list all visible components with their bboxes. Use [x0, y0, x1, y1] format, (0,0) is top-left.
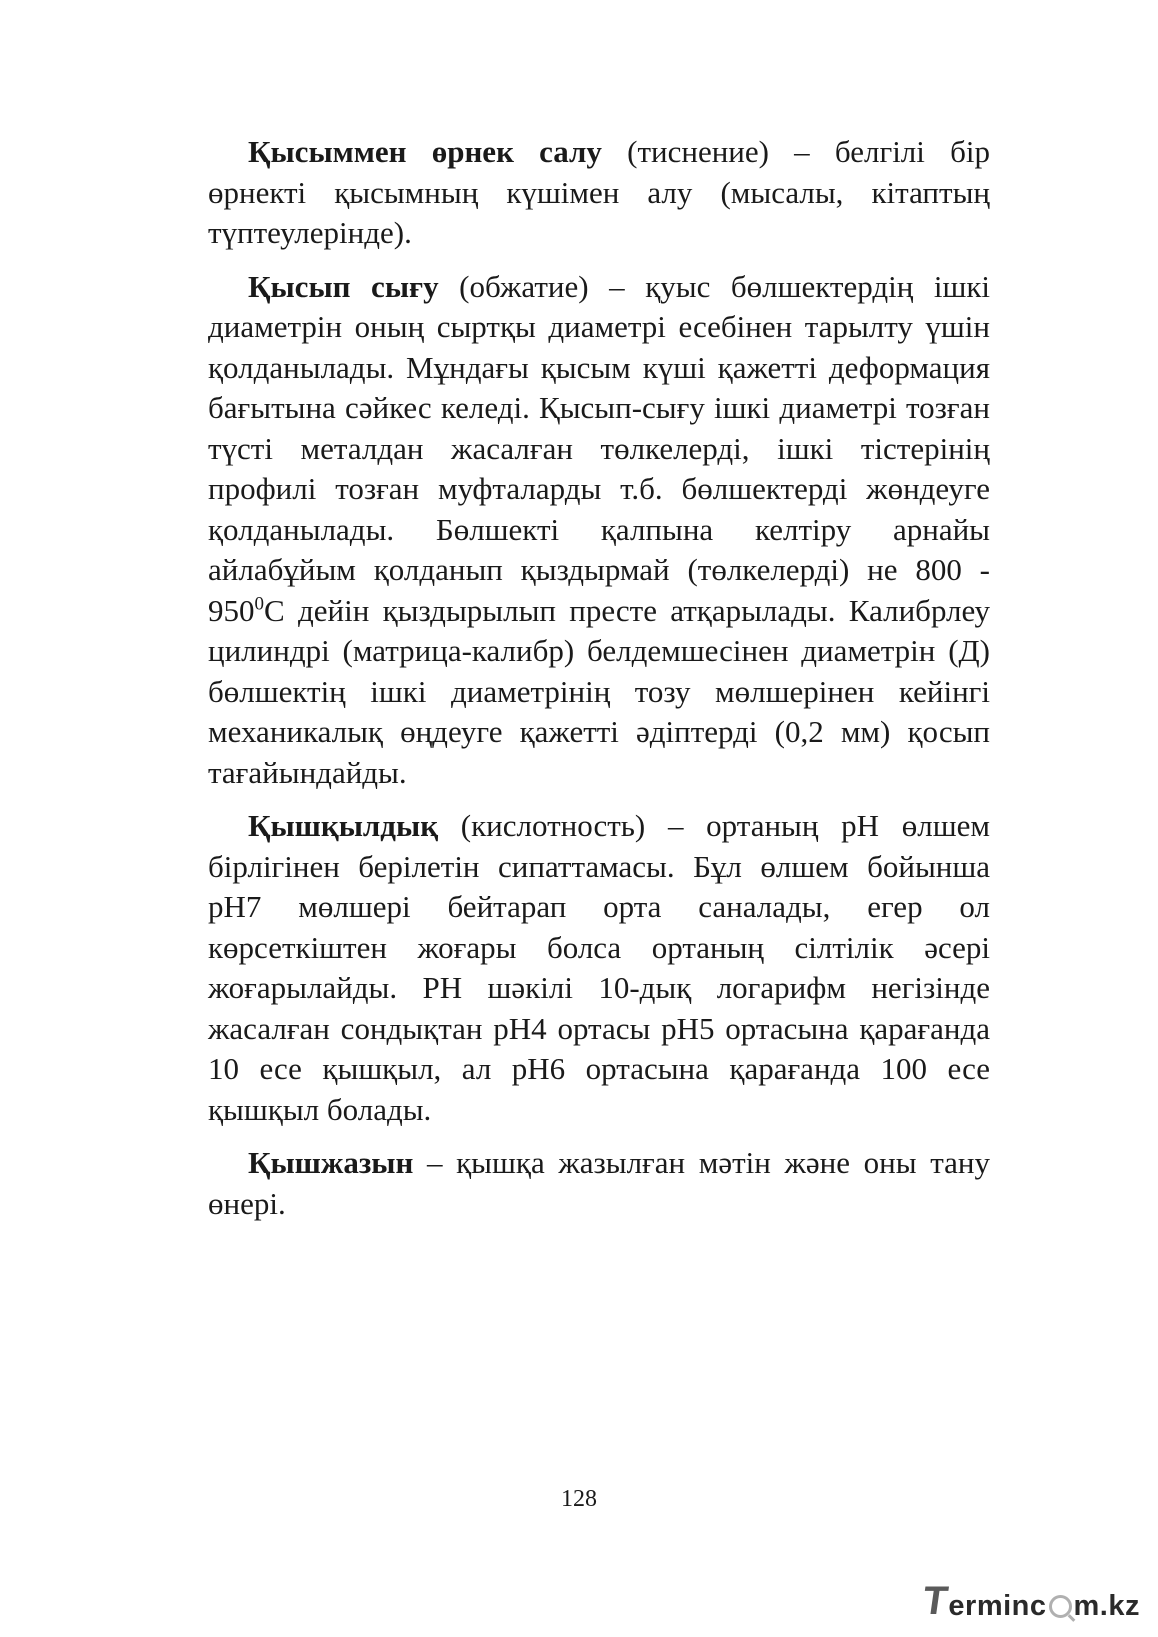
- entry-definition: (обжатие) – қуыс бөлшектердің ішкі диаметрін оның сыртқы диаметрі есебінен тарылту үшін қолданылады. Мұндағы қысым күші қажетті деформация бағытына сәйкес келеді. Қысып-сығу ішкі диаметрі тозған түсті металдан жасалған төлкелерді, ішкі тістерінің профилі тозған муфталарды т.б. бөлшектерді жөндеуге қолданылады. Бөлшекті қалпына келтіру арнайы айлабұйым қолданып қыздырмай (төлкелерді) не 800 - 950: [208, 268, 991, 628]
- entry-definition-continued: С дейін қыздырылып престе атқарылады. Калибрлеу цилиндрі (матрица-калибр) белдемшесінен диаметрін (Д) бөлшектің ішкі диаметрінің тозу мөлшерінен кейінгі механикалық өңдеуге қажетті әдіптерді (0,2 мм) қосып тағайындайды.: [208, 592, 990, 790]
- entry-crimping: [208, 267, 990, 794]
- entry-acidity: [208, 806, 990, 1130]
- entry-term: Қышжазын: [248, 1145, 414, 1180]
- page-number: 128: [561, 1486, 597, 1512]
- watermark-first-letter: T: [919, 1579, 951, 1623]
- text-block: [208, 132, 990, 1237]
- watermark-text-part2: m.kz: [1073, 1590, 1140, 1622]
- degree-superscript: 0: [254, 593, 264, 615]
- magnifier-icon: [1049, 1595, 1072, 1618]
- entry-definition: (тиснение) – белгілі бір өрнекті қысымның күшімен алу (мысалы, кітаптың түптеулерінде).: [208, 134, 990, 250]
- entry-definition: (кислотность) – ортаның рН өлшем бірлігінен берілетін сипаттамасы. Бұл өлшем бойынша рН7 мөлшері бейтарап орта саналады, егер ол көрсеткіштен жоғары болса ортаның сілтілік әсері жоғарылайды. РН шәкілі 10-дық логарифм негізінде жасалған сондықтан рН4 ортасы рН5 ортасына қарағанда 10 есе қышқыл, ал рН6 ортасына қарағанда 100 есе қышқыл болады.: [208, 808, 990, 1127]
- entry-definition: – қышқа жазылған мәтін және оны тану өнері.: [208, 1145, 990, 1221]
- entry-brick-inscription: [208, 1143, 990, 1224]
- entry-embossing: [208, 132, 990, 254]
- entry-term: Қысып сығу: [248, 268, 439, 304]
- watermark-text-part1: erminc: [948, 1590, 1047, 1622]
- entry-term: Қысыммен өрнек салу: [248, 134, 602, 169]
- termincom-watermark-logo: [919, 1577, 1140, 1623]
- entry-term: Қышқылдық: [248, 808, 439, 843]
